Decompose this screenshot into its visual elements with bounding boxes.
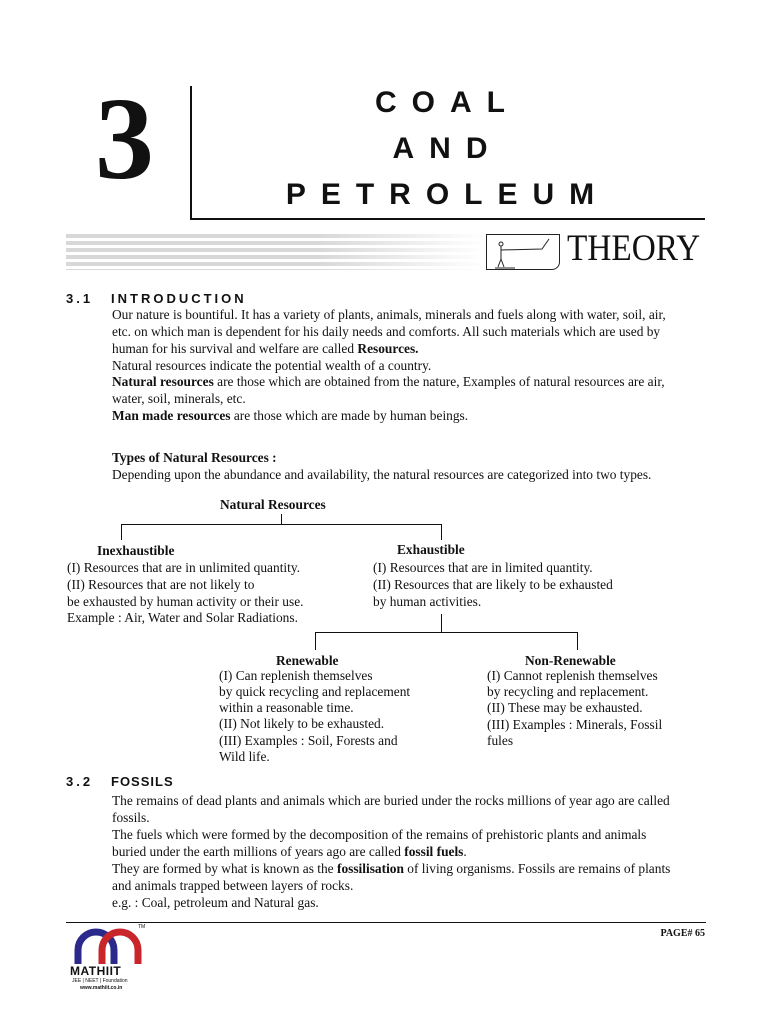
section-heading: INTRODUCTION <box>111 291 247 306</box>
tree-text: within a reasonable time. <box>219 700 354 715</box>
title-line-3: PETROLEUM <box>285 178 610 211</box>
title-divider-horizontal <box>190 218 705 220</box>
mathiit-logo <box>68 924 152 989</box>
paragraph-line <box>112 340 419 357</box>
paragraph-line: and animals trapped between layers of rocks. <box>112 878 354 893</box>
tree-text: (II) Resources that are likely to be exhausted <box>373 577 613 592</box>
tree-text: by quick recycling and replacement <box>219 684 411 699</box>
paragraph-line: The fuels which were formed by the decomposition of the remains of prehistoric plants and animals <box>112 827 647 842</box>
tree-text: Example : Air, Water and Solar Radiations. <box>67 610 298 625</box>
tree-text: (III) Examples : Minerals, Fossil <box>487 717 663 732</box>
tree-line <box>315 632 316 650</box>
chapter-number: 3 <box>95 73 154 204</box>
renewable-label: Renewable <box>276 653 339 668</box>
tree-line <box>121 524 442 525</box>
paragraph-line: Natural resources indicate the potential wealth of a country. <box>112 358 432 373</box>
tree-text: (II) Resources that are not likely to <box>67 577 255 592</box>
theory-label: THEORY <box>567 228 701 269</box>
tree-text: Wild life. <box>219 749 270 764</box>
logo-name: MATHIIT <box>70 964 122 978</box>
paragraph-line <box>112 407 468 424</box>
text: human for his survival and welfare are called <box>112 341 358 356</box>
text: They are formed by what is known as the <box>112 861 337 876</box>
text: of living organisms. Fossils are remains of plants <box>403 861 671 876</box>
paragraph-line: etc. on which man is dependent for his daily needs and comforts. All such materials which are used by <box>112 324 661 339</box>
bold-term: Man made resources <box>112 408 231 423</box>
paragraph-line: Depending upon the abundance and availability, the natural resources are categorized into two types. <box>112 467 652 482</box>
paragraph-line: e.g. : Coal, petroleum and Natural gas. <box>112 895 319 910</box>
tree-text: be exhausted by human activity or their use. <box>67 594 304 609</box>
tree-line <box>441 524 442 540</box>
tree-root-label: Natural Resources <box>220 497 326 512</box>
inexhaustible-label: Inexhaustible <box>97 543 175 558</box>
decorative-stripes <box>66 234 486 270</box>
trademark: TM <box>138 924 146 930</box>
bold-term: fossil fuels <box>404 844 464 859</box>
section-number: 3.1 <box>66 291 94 306</box>
text: buried under the earth millions of years ago are called <box>112 844 405 859</box>
tree-line <box>315 632 578 633</box>
footer-divider <box>66 922 706 923</box>
tree-text: fules <box>487 733 514 748</box>
text: are those which are made by human beings. <box>230 408 469 423</box>
tree-text: (I) Resources that are in unlimited quantity. <box>67 560 301 575</box>
title-line-2: AND <box>392 132 503 165</box>
bold-term: Natural resources <box>112 374 214 389</box>
paragraph-line <box>112 373 665 390</box>
title-line-1: COAL <box>375 86 520 119</box>
text: are those which are obtained from the nature, Examples of natural resources are air, <box>213 374 665 389</box>
tree-line <box>281 514 282 524</box>
tree-text: (I) Resources that are in limited quantity. <box>373 560 593 575</box>
tree-text: (I) Can replenish themselves <box>219 668 373 683</box>
paragraph-line <box>112 843 467 860</box>
non-renewable-label: Non-Renewable <box>525 653 616 668</box>
tree-text: by human activities. <box>373 594 482 609</box>
paragraph-line: Our nature is bountiful. It has a variety of plants, animals, minerals and fuels along with water, soil, air, <box>112 307 666 322</box>
tree-text: (II) These may be exhausted. <box>487 700 643 715</box>
logo-tagline: JEE | NEET | Foundation <box>72 978 128 984</box>
exhaustible-label: Exhaustible <box>397 542 465 557</box>
page-number: PAGE# 65 <box>660 928 705 939</box>
paragraph-line: fossils. <box>112 810 150 825</box>
subheading: Types of Natural Resources : <box>112 450 277 465</box>
bold-term: Resources. <box>357 341 419 356</box>
tree-line <box>441 614 442 632</box>
bold-term: fossilisation <box>336 861 404 876</box>
tree-text: (III) Examples : Soil, Forests and <box>219 733 398 748</box>
section-number: 3.2 <box>66 774 94 789</box>
tree-line <box>577 632 578 650</box>
tree-text: (II) Not likely to be exhausted. <box>219 716 385 731</box>
text: . <box>463 844 467 859</box>
tree-text: (I) Cannot replenish themselves <box>487 668 658 683</box>
paragraph-line <box>112 860 670 877</box>
section-heading: FOSSILS <box>111 774 174 789</box>
paragraph-line: The remains of dead plants and animals which are buried under the rocks millions of year ago are called <box>112 793 670 808</box>
teacher-board-icon <box>486 234 560 270</box>
paragraph-line: water, soil, minerals, etc. <box>112 391 246 406</box>
tree-line <box>121 524 122 540</box>
tree-text: by recycling and replacement. <box>487 684 649 699</box>
logo-url: www.mathiit.co.in <box>80 985 123 991</box>
